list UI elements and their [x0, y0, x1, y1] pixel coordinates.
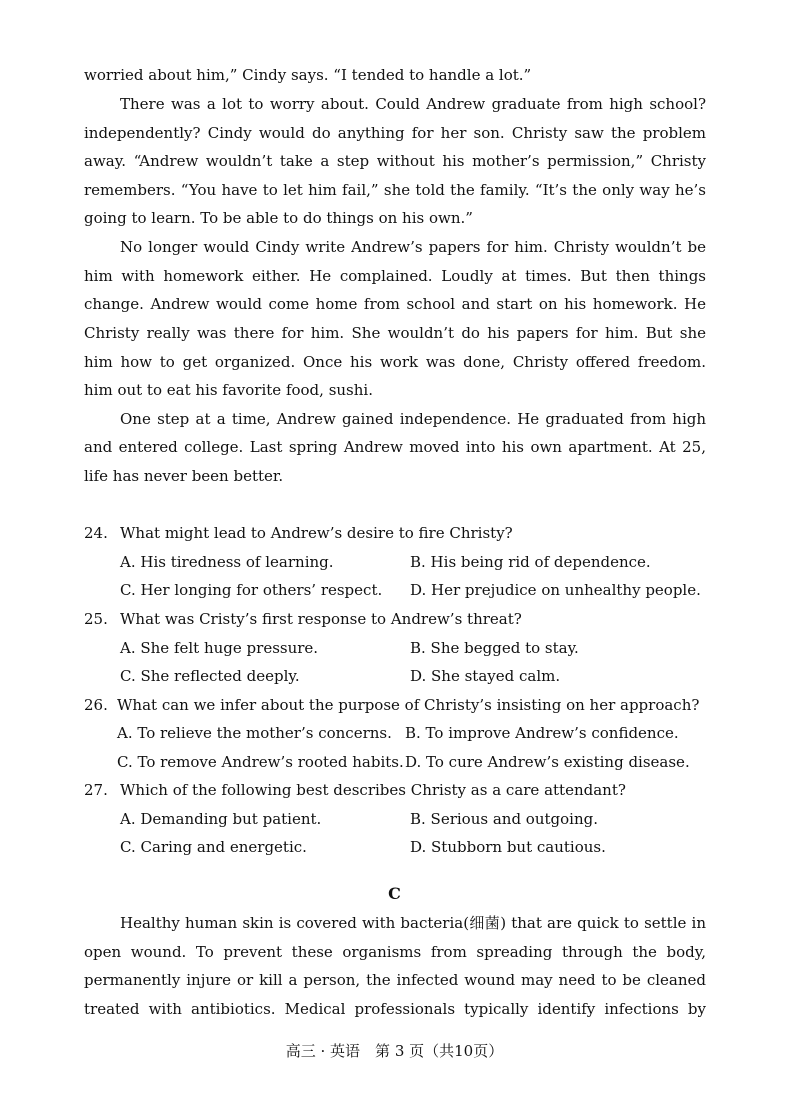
passage-line: going to learn. To be able to do things on his own.”: [84, 209, 473, 227]
passage-line: change. Andrew would come home from school and start on his homework. He: [84, 295, 706, 313]
option-d[interactable]: D. She stayed calm.: [410, 667, 561, 685]
option-c[interactable]: C. She reflected deeply.: [120, 667, 300, 685]
passage-line: treated with antibiotics. Medical professionals typically identify infections by: [84, 1000, 706, 1018]
section-heading: C: [388, 884, 401, 903]
passage-line: him out to eat his favorite food, sushi.: [84, 381, 373, 399]
option-b[interactable]: B. Serious and outgoing.: [410, 810, 598, 828]
passage-line: life has never been better.: [84, 467, 284, 485]
passage-line: away. “Andrew wouldn’t take a step without his mother’s permission,” Christy: [84, 152, 706, 170]
option-b[interactable]: B. His being rid of dependence.: [410, 553, 651, 571]
page-footer: 高三 · 英语 第 3 页（共10页）: [285, 1042, 504, 1060]
passage-line: him how to get organized. Once his work was done, Christy offered freedom.: [84, 353, 706, 371]
option-b[interactable]: B. To improve Andrew’s confidence.: [405, 724, 679, 742]
option-c[interactable]: C. Caring and energetic.: [120, 838, 307, 856]
passage-line: open wound. To prevent these organisms from spreading through the body,: [84, 943, 706, 961]
option-a[interactable]: A. To relieve the mother’s concerns.: [117, 724, 392, 742]
option-a[interactable]: A. Demanding but patient.: [120, 810, 322, 828]
question-text: What can we infer about the purpose of Christy’s insisting on her approach?: [117, 696, 700, 714]
option-c[interactable]: C. Her longing for others’ respect.: [120, 581, 383, 599]
passage-line: No longer would Cindy write Andrew’s papers for him. Christy wouldn’t be: [120, 238, 706, 256]
option-d[interactable]: D. Her prejudice on unhealthy people.: [410, 581, 701, 599]
question-number: 26.: [84, 696, 108, 714]
passage-line: Healthy human skin is covered with bacteria(细菌) that are quick to settle in: [120, 914, 706, 932]
passage-line: One step at a time, Andrew gained independence. He graduated from high: [120, 410, 706, 428]
passage-line: remembers. “You have to let him fail,” she told the family. “It’s the only way he’s: [84, 181, 706, 199]
question-text: Which of the following best describes Christy as a care attendant?: [120, 781, 626, 799]
passage-line: worried about him,” Cindy says. “I tended to handle a lot.”: [84, 66, 532, 84]
passage-line: and entered college. Last spring Andrew moved into his own apartment. At 25,: [84, 438, 706, 456]
question-number: 27.: [84, 781, 108, 799]
option-b[interactable]: B. She begged to stay.: [410, 639, 579, 657]
question-number: 24.: [84, 524, 108, 542]
passage-line: him with homework either. He complained. Loudly at times. But then things: [84, 267, 706, 285]
passage-line: permanently injure or kill a person, the infected wound may need to be cleaned: [84, 971, 706, 989]
option-a[interactable]: A. His tiredness of learning.: [120, 553, 334, 571]
question-number: 25.: [84, 610, 108, 628]
option-c[interactable]: C. To remove Andrew’s rooted habits.: [117, 753, 404, 771]
passage-line: independently? Cindy would do anything for her son. Christy saw the problem: [84, 124, 706, 142]
question-text: What was Cristy’s first response to Andrew’s threat?: [120, 610, 522, 628]
question-text: What might lead to Andrew’s desire to fire Christy?: [120, 524, 513, 542]
option-d[interactable]: D. Stubborn but cautious.: [410, 838, 606, 856]
passage-line: Christy really was there for him. She wouldn’t do his papers for him. But she: [84, 324, 706, 342]
option-a[interactable]: A. She felt huge pressure.: [120, 639, 319, 657]
option-d[interactable]: D. To cure Andrew’s existing disease.: [405, 753, 690, 771]
passage-line: There was a lot to worry about. Could Andrew graduate from high school?: [120, 95, 706, 113]
